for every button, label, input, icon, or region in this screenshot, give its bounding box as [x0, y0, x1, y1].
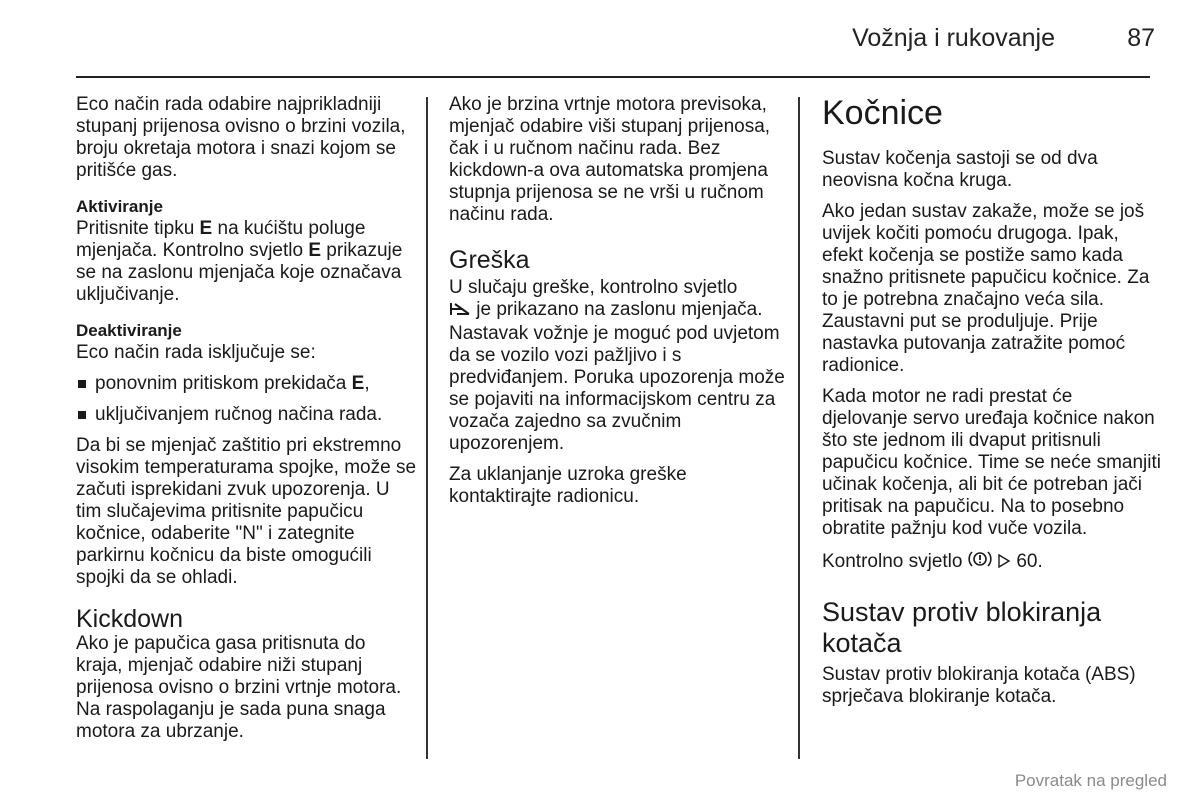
- back-to-overview-link[interactable]: Povratak na pregled: [1014, 771, 1167, 790]
- activation-heading: Aktiviranje: [76, 197, 163, 216]
- deactivation-heading: Deaktiviranje: [76, 321, 182, 340]
- bullet-icon: [78, 411, 86, 419]
- high-rpm-text: Ako je brzina vrtnje motora previsoka, mjenjač odabire viši stupanj prijenosa, čak i u ručnom načinu rada. Bez kickdown-a ova automatska promjena stupnja prijenosa se ne vrši u ručnom načinu rada.: [449, 94, 771, 225]
- e-key: E: [199, 218, 213, 239]
- fault-heading: Greška: [449, 246, 530, 274]
- bullet-icon: [78, 380, 86, 388]
- brakes-paragraph-3: Kada motor ne radi prestat će djelovanje servo uređaja kočnice nakon što ste jednom ili dvaput pritisnuli papučicu kočnice. Time se neće smanjiti učinak kočenja, ali bit će potreban jači pritisak na papučicu. Na to posebno obratite pažnju kod vuče vozila.: [822, 386, 1161, 539]
- e-indicator: E: [308, 240, 322, 261]
- column-divider-1: [426, 97, 428, 759]
- brakes-paragraph-1: Sustav kočenja sastoji se od dva neovisna kočna kruga.: [822, 148, 1098, 191]
- abs-heading: Sustav protiv blokiranja kotača: [822, 597, 1102, 658]
- list-item: uključivanjem ručnog načina rada.: [76, 404, 416, 426]
- arrow-ref-icon: [997, 553, 1011, 575]
- brakes-heading: Kočnice: [822, 94, 943, 132]
- brakes-paragraph-2: Ako jedan sustav zakaže, može se još uvijek kočiti pomoću drugoga. Ipak, efekt kočenja se postiže samo kada snažno pritisnete papučicu kočnice. Za to je potrebna značajno veća sila. Zaustavni put se produljuje. Prije nastavka putovanja zatražite pomoć radionice.: [822, 201, 1150, 376]
- ref-page-link[interactable]: 60.: [1016, 551, 1043, 572]
- fault-text: U slučaju greške, kontrolno svjetlo je prikazano na zaslonu mjenjača. Nastavak vožnje je moguć pod uvjetom da se vozilo vozi pažljivo i s predviđanjem. Poruka upozorenja može se pojaviti na informacijskom centru za vozača zajedno sa zvučnim upozorenjem.: [449, 277, 785, 454]
- kickdown-heading: Kickdown: [76, 605, 183, 633]
- section-title: Vožnja i rukovanje: [852, 24, 1055, 52]
- kickdown-text: Ako je papučica gasa pritisnuta do kraja, mjenjač odabire niži stupanj prijenosa ovisno o brzini vrtnje motora. Na raspolaganju je sada puna snaga motora za ubrzanje.: [76, 633, 402, 742]
- page-number: 87: [1127, 24, 1155, 52]
- column-3: [822, 94, 1162, 708]
- eco-mode-intro: Eco način rada odabire najprikladniji stupanj prijenosa ovisno o brzini vozila, broju okretaja motora i snazi kojom se pritišće gas.: [76, 94, 406, 181]
- deactivation-intro: Eco način rada isključuje se:: [76, 342, 316, 363]
- brake-warning-icon: [968, 549, 992, 575]
- column-1: [76, 94, 416, 743]
- clutch-warning-text: Da bi se mjenjač zaštitio pri ekstremno visokim temperaturama spojke, može se začuti isprekidani zvuk upozorenja. U tim slučajevima pritisnite papučicu kočnice, odaberite "N" i zategnite parkirnu kočnicu da biste omogućili spojki da se ohladi.: [76, 435, 417, 588]
- abs-text: Sustav protiv blokiranja kotača (ABS) sprječava blokiranje kotača.: [822, 664, 1136, 707]
- repair-text: Za uklanjanje uzroka greške kontaktirajte radionicu.: [449, 464, 687, 507]
- list-item: ponovnim pritiskom prekidača E,: [76, 373, 416, 395]
- warning-light-ref: Kontrolno svjetlo 60.: [822, 549, 1162, 575]
- activation-text: Pritisnite tipku E na kućištu poluge mjenjača. Kontrolno svjetlo E prikazuje se na zaslonu mjenjača koje označava uključivanje.: [76, 218, 403, 305]
- gearbox-fault-icon: [449, 301, 471, 323]
- column-divider-2: [798, 97, 800, 759]
- column-2: [449, 94, 789, 508]
- header-divider: [76, 76, 1150, 78]
